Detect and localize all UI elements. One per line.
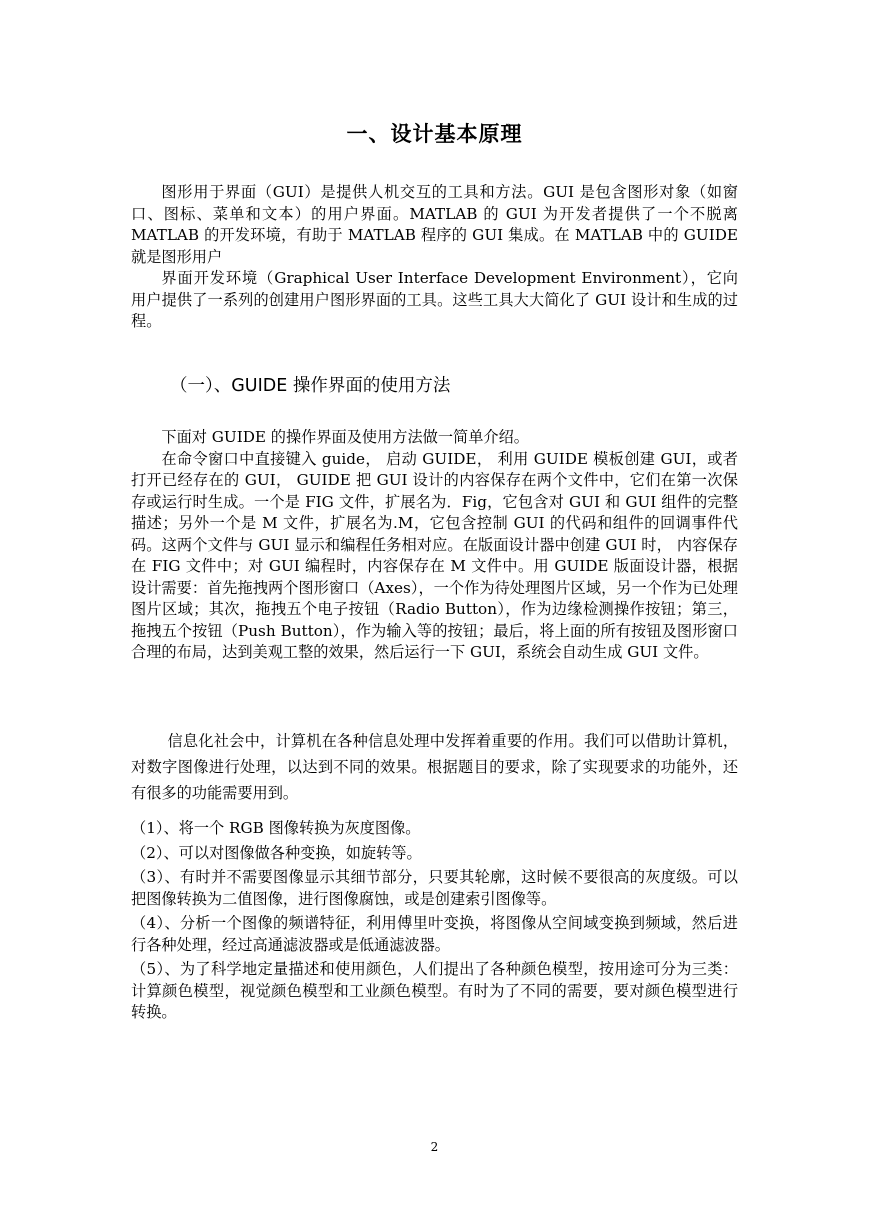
guide-paragraph-2: 在命令窗口中直接键入 guide， 启动 GUIDE， 利用 GUIDE 模板创建 GUI，或者打开已经存在的 GUI， GUIDE 把 GUI 设计的内容保存在两个文件中，它们在第一次保存或运行时生成。一个是 FIG 文件，扩展名为．Fig，它包含对 GUI 和 GUI 组件的完整描述；另外一个是 M 文件，扩展名为.M，它包含控制 GUI 的代码和组件的回调事件代码。这两个文件与 GUI 显示和编程任务相对应。在版面设计器中创建 GUI 时， 内容保存在 FIG 文件中；对 GUI 编程时，内容保存在 M 文件中。用 GUIDE 版面设计器，根据设计需要：首先拖拽两个图形窗口（Axes），一个作为待处理图片区域，另一个作为已处理图片区域；其次，拖拽五个电子按钮（Radio Button），作为边缘检测操作按钮；第三，拖拽五个按钮（Push Button），作为输入等的按钮；最后，将上面的所有按钮及图形窗口合理的布局，达到美观工整的效果，然后运行一下 GUI，系统会自动生成 GUI 文件。 [131, 449, 738, 661]
feature-list [131, 818, 738, 1027]
intro-section [131, 182, 738, 333]
list-item: （5）、为了科学地定量描述和使用颜色，人们提出了各种颜色模型，按用途可分为三类：计算颜色模型，视觉颜色模型和工业颜色模型。有时为了不同的需要，要对颜色模型进行转换。 [131, 960, 738, 1021]
list-item: （1）、将一个 RGB 图像转换为灰度图像。 [131, 819, 421, 837]
guide-section [131, 427, 738, 664]
list-item: （3）、有时并不需要图像显示其细节部分，只要其轮廓，这时候不要很高的灰度级。可以把图像转换为二值图像，进行图像腐蚀，或是创建索引图像等。 [131, 868, 738, 908]
section-heading: （一）、GUIDE 操作界面的使用方法 [170, 376, 451, 396]
page-number: 2 [430, 1140, 439, 1154]
list-item: （2）、可以对图像做各种变换，如旋转等。 [131, 843, 422, 862]
page-title: 一、设计基本原理 [346, 122, 523, 146]
intro-paragraph-1: 图形用于界面（GUI）是提供人机交互的工具和方法。GUI 是包含图形对象（如窗口、图标、菜单和文本）的用户界面。MATLAB 的 GUI 为开发者提供了一个不脱离 MATLAB 的开发环境，有助于 MATLAB 程序的 GUI 集成。在 MATLAB 中的 GUIDE 就是图形用户 [131, 183, 738, 266]
list-item: （4）、分析一个图像的频谱特征，利用傅里叶变换，将图像从空间域变换到频域，然后进行各种处理，经过高通滤波器或是低通滤波器。 [131, 914, 738, 954]
intro-paragraph-2: 界面开发环境（Graphical User Interface Development Environment），它向用户提供了一系列的创建用户图形界面的工具。这些工具大大简化了 GUI 设计和生成的过程。 [131, 269, 738, 330]
guide-paragraph-1: 下面对 GUIDE 的操作界面及使用方法做一简单介绍。 [161, 428, 529, 446]
info-paragraph: 信息化社会中，计算机在各种信息处理中发挥着重要的作用。我们可以借助计算机，对数字图像进行处理，以达到不同的效果。根据题目的要求，除了实现要求的功能外，还有很多的功能需要用到。 [131, 732, 738, 802]
